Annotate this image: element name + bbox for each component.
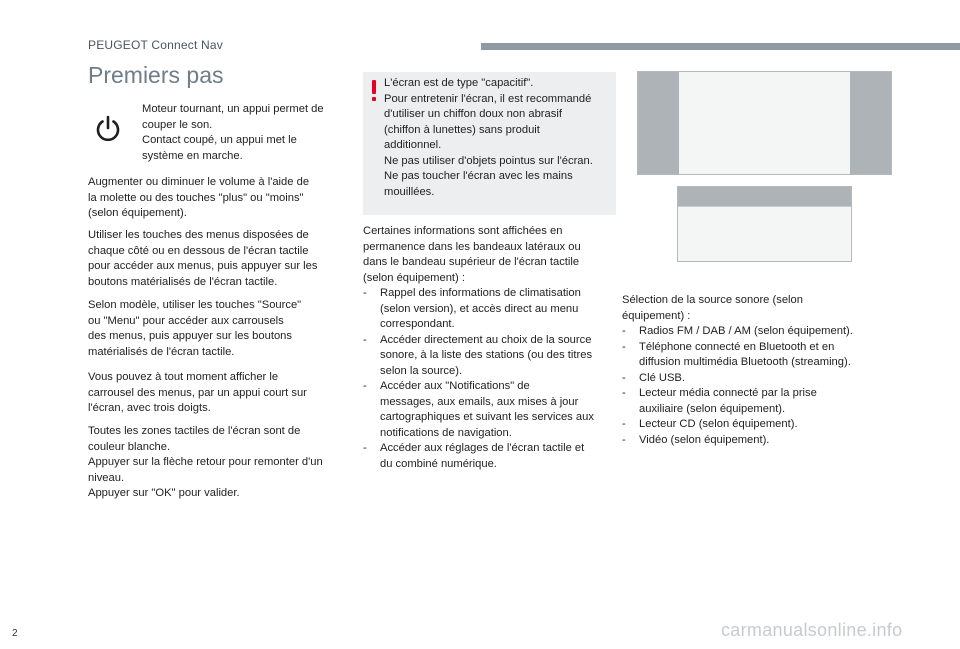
list-item: - Lecteur média connecté par la prise auxiliaire (selon équipement). [622,386,897,417]
middle-list [363,286,618,472]
list-item: - Rappel des informations de climatisation (selon version), et accès direct au menu correspondant. [363,286,618,333]
paragraph-carousel: Vous pouvez à tout moment afficher le carrousel des menus, par un appui court sur l'écran, avec trois doigts. [88,371,307,414]
page-title: Premiers pas [88,62,224,88]
header-bar [481,43,960,50]
screen-illustration-top-band [677,186,852,262]
list-item: - Vidéo (selon équipement). [622,433,897,449]
screen-right-band [850,72,891,174]
list-item: - Accéder aux "Notifications" de messages, aux emails, aux mises à jour cartographiques et suivant les services aux notifications de navigation. [363,379,618,441]
paragraph-menu-keys: Utiliser les touches des menus disposées de chaque côté ou en dessous de l'écran tactile pour accéder aux menus, puis appuyer sur les boutons matérialisés de l'écran tactile. [88,229,318,288]
screen-center [679,72,850,174]
power-button-description: Moteur tournant, un appui permet de couper le son. Contact coupé, un appui met le système en marche. [142,103,324,162]
exclamation-icon [370,80,378,102]
source-list [622,324,897,448]
middle-intro: Certaines informations sont affichées en permanence dans les bandeaux latéraux ou dans le bandeau supérieur de l'écran tactile (selon équipement) : [363,225,581,284]
warning-text: L'écran est de type "capacitif". Pour entretenir l'écran, il est recommandé d'utiliser un chiffon doux non abrasif (chiffon à lunettes) sans produit additionnel. Ne pas utiliser d'objets pointus sur l'écran. Ne pas toucher l'écran avec les mains mouillées. [384,77,593,198]
paragraph-source-menu: Selon modèle, utiliser les touches "Source" ou "Menu" pour accéder aux carrousels des menus, puis appuyer sur les boutons matérialisés de l'écran tactile. [88,299,302,358]
watermark: carmanualsonline.info [721,620,903,640]
list-item: - Téléphone connecté en Bluetooth et en diffusion multimédia Bluetooth (streaming). [622,340,897,371]
list-item: - Lecteur CD (selon équipement). [622,417,897,433]
screen-left-band [638,72,679,174]
list-item: - Radios FM / DAB / AM (selon équipement). [622,324,897,340]
paragraph-volume: Augmenter ou diminuer le volume à l'aide de la molette ou des touches "plus" ou "moins" (selon équipement). [88,176,310,219]
paragraph-touch-zones: Toutes les zones tactiles de l'écran sont de couleur blanche. Appuyer sur la flèche retour pour remonter d'un niveau. Appuyer sur "OK" pour valider. [88,425,323,499]
list-item: - Accéder directement au choix de la source sonore, à la liste des stations (ou des titres selon la source). [363,333,618,380]
power-icon [94,113,122,143]
right-intro: Sélection de la source sonore (selon équipement) : [622,294,803,322]
screen-top-band [678,187,851,207]
list-item: - Accéder aux réglages de l'écran tactile et du combiné numérique. [363,441,618,472]
screen-illustration-full [637,71,892,175]
header-title: PEUGEOT Connect Nav [88,38,223,52]
list-item: - Clé USB. [622,371,897,387]
page-number: 2 [12,628,18,639]
